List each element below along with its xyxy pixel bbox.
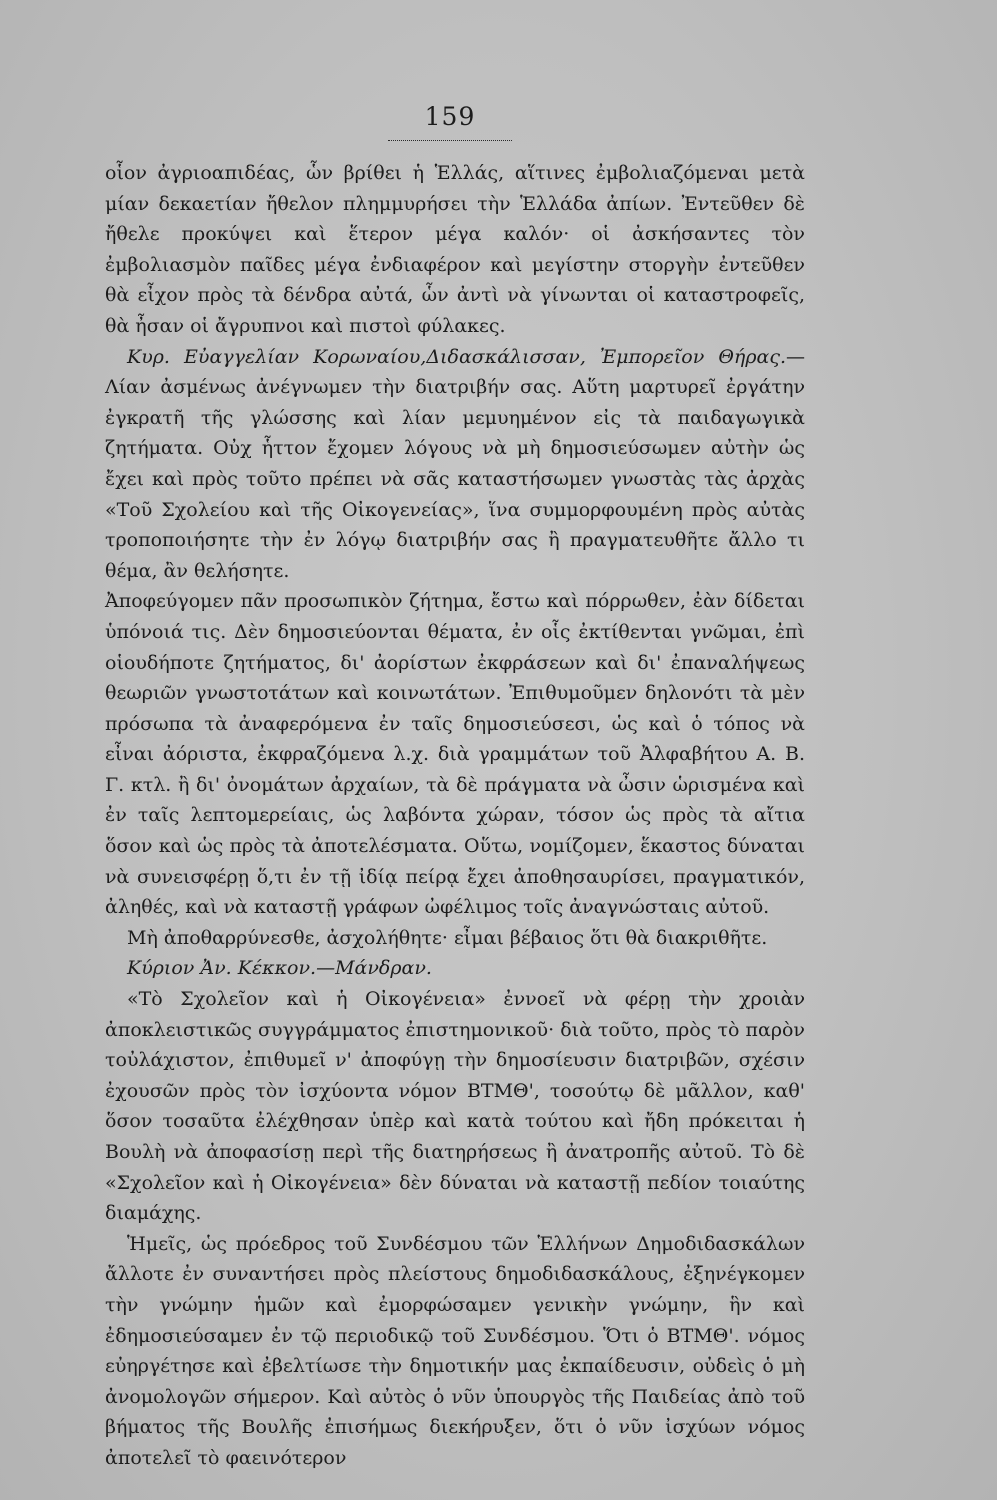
paragraph: Ἀποφεύγομεν πᾶν προσωπικὸν ζήτημα, ἔστω καὶ πόρρωθεν, ἐὰν δίδεται ὑπόνοιά τις. Δὲν δημοσιεύονται θέματα, ἐν οἷς ἐκτίθενται γνῶμαι, ἐπὶ οἱουδήποτε ζητήματος, δι' ἀορίστων ἐκφράσεων καὶ δι' ἐπαναλήψεως θεωριῶν γνωστοτάτων καὶ κοινωτάτων. Ἐπιθυμοῦμεν δηλονότι τὰ μὲν πρόσωπα τὰ ἀναφερόμενα ἐν ταῖς δημοσιεύσεσι, ὡς καὶ ὁ τόπος νὰ εἶναι ἀόριστα, ἐκφραζόμενα λ.χ. διὰ γραμμάτων τοῦ Ἀλφαβήτου Α. Β. Γ. κτλ. ἢ δι' ὀνομάτων ἀρχαίων, τὰ δὲ πράγματα νὰ ὦσιν ὡρισμένα καὶ ἐν ταῖς λεπτομερείαις, ὡς λαβόντα χώραν, τόσον ὡς πρὸς τὰ αἴτια ὅσον καὶ ὡς πρὸς τὰ ἀποτελέσματα. Οὕτω, νομίζομεν, ἕκαστος δύναται νὰ συνεισφέρῃ ὅ,τι ἐν τῇ ἰδίᾳ πείρᾳ ἔχει ἀποθησαυρίσει, πραγματικόν, ἀληθές, καὶ νὰ καταστῇ γράφων ὠφέλιμος τοῖς ἀναγνώσταις αὐτοῦ. [105, 590, 805, 919]
paragraph: «Τὸ Σχολεῖον καὶ ἡ Οἰκογένεια» ἐννοεῖ νὰ φέρῃ τὴν χροιὰν ἀποκλειστικῶς συγγράμματος ἐπιστημονικοῦ· διὰ τοῦτο, πρὸς τὸ παρὸν τοὐλάχιστον, ἐπιθυμεῖ ν' ἀποφύγῃ τὴν δημοσίευσιν διατριβῶν, σχέσιν ἐχουσῶν πρὸς τὸν ἰσχύοντα νόμον ΒΤΜΘ', τοσούτῳ δὲ μᾶλλον, καθ' ὅσον τοσαῦτα ἐλέχθησαν ὑπὲρ καὶ κατὰ τούτου καὶ ἤδη πρόκειται ἡ Βουλὴ νὰ ἀποφασίσῃ περὶ τῆς διατηρήσεως ἢ ἀνατροπῆς αὐτοῦ. Τὸ δὲ «Σχολεῖον καὶ ἡ Οἰκογένεια» δὲν δύναται νὰ καταστῇ πεδίον τοιαύτης διαμάχης. [105, 988, 805, 1225]
paragraph: Ἡμεῖς, ὡς πρόεδρος τοῦ Συνδέσμου τῶν Ἑλλήνων Δημοδιδασκάλων ἄλλοτε ἐν συναντήσει πρὸς πλείστους δημοδιδασκάλους, ἐξηνέγκομεν τὴν γνώμην ἡμῶν καὶ ἐμορφώσαμεν γενικὴν γνώμην, ἣν καὶ ἐδημοσιεύσαμεν ἐν τῷ περιοδικῷ τοῦ Συνδέσμου. Ὅτι ὁ ΒΤΜΘ'. νόμος εὐηργέτησε καὶ ἐβελτίωσε τὴν δημοτικήν μας ἐκπαίδευσιν, οὐδεὶς ὁ μὴ ἀνομολογῶν σήμερον. Καὶ αὐτὸς ὁ νῦν ὑπουργὸς τῆς Παιδείας ἀπὸ τοῦ βήματος τῆς Βουλῆς ἐπισήμως διεκήρυξεν, ὅτι ὁ νῦν ἰσχύων νόμος ἀποτελεῖ τὸ φαεινότερον [105, 1232, 805, 1469]
body-text [105, 158, 805, 1474]
paragraph: Μὴ ἀποθαρρύνεσθε, ἀσχολήθητε· εἶμαι βέβαιος ὅτι θὰ διακριθῆτε. [127, 926, 768, 949]
paragraph: οἷον ἀγριοαπιδέας, ὧν βρίθει ἡ Ἑλλάς, αἵτινες ἐμβολιαζόμεναι μετὰ μίαν δεκαετίαν ἤθελον πλημμυρήσει τὴν Ἑλλάδα ἀπίων. Ἐντεῦθεν δὲ ἤθελε προκύψει καὶ ἕτερον μέγα καλόν· οἱ ἀσκήσαντες τὸν ἐμβολιασμὸν παῖδες μέγα ἐνδιαφέρον καὶ μεγίστην στοργὴν ἐντεῦθεν θὰ εἶχον πρὸς τὰ δένδρα αὐτά, ὧν ἀντὶ νὰ γίνωνται οἱ καταστροφεῖς, θὰ ἦσαν οἱ ἄγρυπνοι καὶ πιστοὶ φύλακες. [105, 162, 805, 337]
reply-paragraph [105, 342, 805, 587]
reply-body: —Λίαν ἀσμένως ἀνέγνωμεν τὴν διατριβήν σας. Αὕτη μαρτυρεῖ ἐργάτην ἐγκρατῆ τῆς γλώσσης καὶ λίαν μεμυημένον εἰς τὰ παιδαγωγικὰ ζητήματα. Οὐχ ἧττον ἔχομεν λόγους νὰ μὴ δημοσιεύσωμεν αὐτὴν ὡς ἔχει καὶ πρὸς τοῦτο πρέπει νὰ σᾶς καταστήσωμεν γνωστὰς τὰς ἀρχὰς «Τοῦ Σχολείου καὶ τῆς Οἰκογενείας», ἵνα συμμορφουμένη πρὸς αὐτὰς τροποποιήσητε τὴν ἐν λόγῳ διατριβήν σας ἢ πραγματευθῆτε ἄλλο τι θέμα, ἂν θελήσητε. [105, 345, 805, 582]
page-number: 159 [424, 102, 476, 131]
header-rule [388, 140, 512, 141]
addressee: Κύριον Ἀν. Κέκκον.—Μάνδραν. [127, 957, 432, 980]
addressee: Κυρ. Εὐαγγελίαν Κορωναίου,Διδασκάλισσαν, Ἐμπορεῖον Θήρας. [127, 345, 786, 368]
